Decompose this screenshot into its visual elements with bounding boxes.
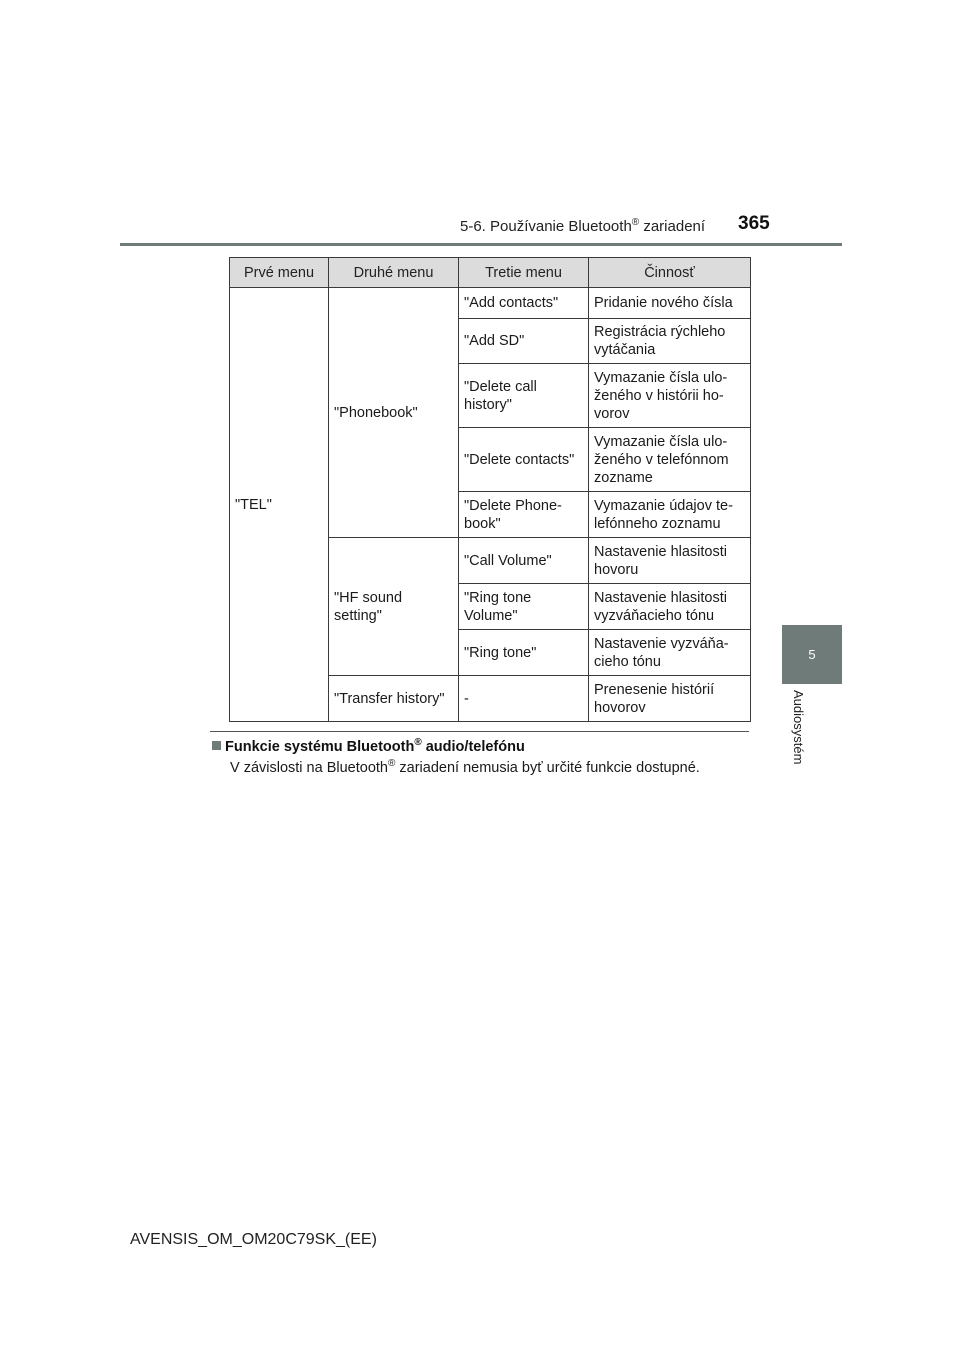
action-cell: Vymazanie údajov te-lefónneho zoznamu: [589, 492, 751, 538]
registered-mark: ®: [414, 737, 422, 749]
action-cell: Prenesenie histórií hovorov: [589, 676, 751, 722]
chapter-tab: 5: [782, 625, 842, 684]
chapter-label: Audiosystém: [791, 690, 806, 765]
table-header-row: [230, 258, 751, 288]
header-title-text: 5-6. Používanie Bluetooth: [460, 218, 632, 235]
table-row: [230, 288, 751, 319]
second-menu-cell: "HF sound setting": [329, 538, 459, 676]
action-cell: Nastavenie hlasitosti vyzváňacieho tónu: [589, 584, 751, 630]
action-cell: Nastavenie vyzváňa-cieho tónu: [589, 630, 751, 676]
header-title-suffix: zariadení: [639, 218, 706, 235]
registered-mark: ®: [387, 758, 396, 770]
section-body: [230, 760, 700, 776]
header-title: [460, 218, 705, 235]
action-cell: Pridanie nového čísla: [589, 288, 751, 319]
action-cell: Vymazanie čísla ulo-ženého v telefónnom zozname: [589, 428, 751, 492]
third-menu-cell: "Delete contacts": [459, 428, 589, 492]
section-heading: [212, 739, 525, 755]
section-body-text: V závislosti na Bluetooth: [230, 760, 388, 776]
third-menu-cell: "Call Volume": [459, 538, 589, 584]
section-heading-suffix: audio/telefónu: [421, 739, 525, 755]
column-header: Prvé menu: [230, 258, 329, 288]
first-menu-cell: "TEL": [230, 288, 329, 722]
column-header: Tretie menu: [459, 258, 589, 288]
header-rule: [120, 243, 842, 246]
menu-table: [229, 257, 751, 722]
page-number: 365: [738, 213, 770, 234]
document-code: AVENSIS_OM_OM20C79SK_(EE): [130, 1231, 377, 1248]
third-menu-cell: "Delete call history": [459, 364, 589, 428]
third-menu-cell: "Add SD": [459, 319, 589, 364]
second-menu-cell: "Phonebook": [329, 288, 459, 538]
section-heading-text: Funkcie systému Bluetooth: [225, 739, 415, 755]
action-cell: Registrácia rýchleho vytáčania: [589, 319, 751, 364]
square-bullet-icon: [212, 741, 221, 750]
third-menu-cell: "Delete Phone-book": [459, 492, 589, 538]
second-menu-cell: "Transfer history": [329, 676, 459, 722]
third-menu-cell: "Ring tone Volume": [459, 584, 589, 630]
column-header: Druhé menu: [329, 258, 459, 288]
action-cell: Nastavenie hlasitosti hovoru: [589, 538, 751, 584]
third-menu-cell: "Add contacts": [459, 288, 589, 319]
section-divider: [210, 731, 749, 732]
action-cell: Vymazanie čísla ulo-ženého v histórii ho-vorov: [589, 364, 751, 428]
third-menu-cell: "Ring tone": [459, 630, 589, 676]
section-body-suffix: zariadení nemusia byť určité funkcie dostupné.: [395, 760, 700, 776]
column-header: Činnosť: [589, 258, 751, 288]
third-menu-cell: -: [459, 676, 589, 722]
registered-mark: ®: [631, 217, 640, 228]
